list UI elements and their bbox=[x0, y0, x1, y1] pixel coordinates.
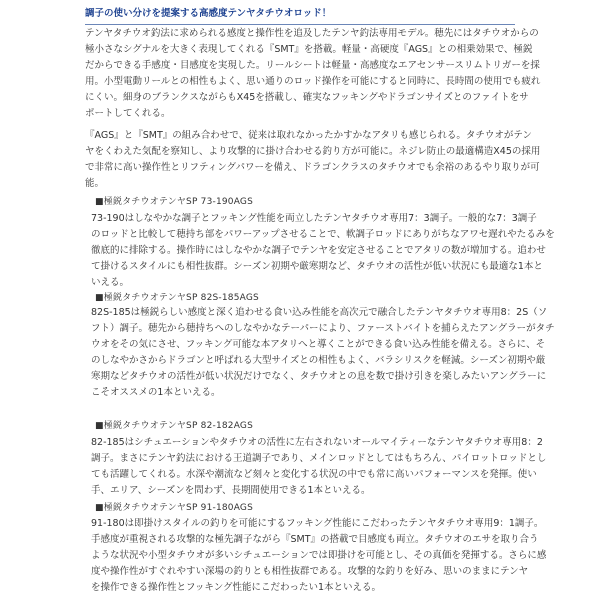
combo-line: 能。 bbox=[85, 178, 105, 189]
model-title: ■極鋭タチウオテンヤSP 73-190AGS bbox=[95, 197, 254, 207]
model-desc-line: ても活躍してくれる。水深や潮流など刻々と変化する状況の中でも常に高いパフォーマンスを発揮。使い bbox=[91, 469, 537, 480]
combo-line: ヤをくわえた気配を察知し、より攻撃的に掛け合わせる釣り方が可能に。ネジレ防止の最適構造X45の採用 bbox=[85, 146, 541, 157]
model-title: ■極鋭タチウオテンヤSP 82-182AGS bbox=[95, 421, 254, 431]
combo-line: 『AGS』と『SMT』の組み合わせで、従来は取れなかったかすかなアタリも感じられる。タチウオがテン bbox=[85, 130, 532, 141]
model-desc-line: 調子。まさにテンヤ釣法における王道調子であり、メインロッドとしてはもちろん、パイロットロッドとし bbox=[91, 453, 547, 464]
model-desc-line: のロッドと比較して穂持ち部をパワーアップさせることで、軟調子ロッドにありがちなアワセ遅れやたるみを bbox=[91, 229, 555, 240]
model-desc-line: のしなやかさからドラゴンと呼ばれる大型サイズとの相性もよく、バラシリスクを軽減。シーズン初期や厳 bbox=[91, 355, 546, 366]
intro-line: ポートしてくれる。 bbox=[85, 108, 171, 119]
model-desc-line: 度や操作性がすぐれやすい深場の釣りとも相性抜群である。攻撃的な釣りを好み、思いのままにテンヤ bbox=[91, 566, 529, 577]
model-title: ■極鋭タチウオテンヤSP 91-180AGS bbox=[95, 503, 254, 513]
intro-line: 用。小型電動リールとの相性もよく、思い通りのロッド操作を可能にすると同時に、長時間の使用でも疲れ bbox=[85, 76, 541, 87]
model-desc-line: 手、エリア、シーズンを問わず、長期間使用できる1本といえる。 bbox=[91, 485, 371, 496]
model-desc-line: 徹底的に排除する。操作時にはしなやかな調子でテンヤを安定させることでアタリの数が増加する。追わせ bbox=[91, 245, 546, 256]
model-desc-line: を操作できる操作性とフッキング性能にこだわったい1本といえる。 bbox=[91, 582, 382, 593]
model-desc-line: いえる。 bbox=[91, 277, 130, 288]
model-desc-line: 手感度が重視される攻撃的な極先調子ながら『SMT』の搭載で目感度も両立。タチウオのエサを取り合う bbox=[91, 534, 539, 545]
model-desc-line: 82S-185は極鋭らしい感度と深く追わせる食い込み性能を高次元で融合したテンヤタチウオ専用8：2S（ソ bbox=[91, 307, 548, 318]
model-desc-line: 82-185はシチュエーションやタチウオの活性に左右されないオールマイティーなテンヤタチウオ専用8：2 bbox=[91, 437, 543, 448]
model-desc-line: 73-190はしなやかな調子とフッキング性能を両立したテンヤタチウオ専用7：3調子。一般的な7：3調子 bbox=[91, 213, 537, 224]
model-desc-line: ような状況や小型タチウオが多いシチュエーションでは即掛けを可能とし、その真価を発揮する。さらに感 bbox=[91, 550, 547, 561]
combo-line: で非常に高い操作性とリフティングパワーを備え、ドラゴンクラスのタチウオでも余裕のあるやり取りが可 bbox=[85, 162, 540, 173]
model-desc-line: て掛けるスタイルにも相性抜群。シーズン初期や厳寒期など、タチウオの活性が低い状況にも最適な1本と bbox=[91, 261, 543, 272]
model-title: ■極鋭タチウオテンヤSP 82S-185AGS bbox=[95, 293, 259, 303]
intro-line: 極小さなシグナルを大きく表現してくれる『SMT』を搭載。軽量・高硬度『AGS』との相乗効果で、極鋭 bbox=[85, 44, 533, 55]
intro-line: テンヤタチウオ釣法に求められる感度と操作性を追及したテンヤ釣法専用モデル。穂先にはタチウオからの bbox=[85, 28, 539, 39]
model-desc-line: ウオをその気にさせ、フッキング可能な本アタリへと導くことができる食い込み性能を備える。さらに、そ bbox=[91, 339, 546, 350]
model-desc-line: こそオススメの1本といえる。 bbox=[91, 387, 221, 398]
model-desc-line: 寒期などタチウオの活性が低い状況だけでなく、タチウオとの息を数で掛け引きを楽しみたいアングラーに bbox=[91, 371, 547, 382]
section-heading: 調子の使い分けを提案する高感度テンヤタチウオロッド！ bbox=[85, 7, 515, 25]
intro-line: だからできる手感度・目感度を実現した。リールシートは軽量・高感度なエアセンサースリムトリガーを採 bbox=[85, 60, 540, 71]
intro-line: にくい。細身のブランクスながらもX45を搭載し、確実なフッキングやドラゴンサイズとのファイトをサ bbox=[85, 92, 529, 103]
model-desc-line: フト）調子。穂先から穂持ちへのしなやかなテーパーにより、ファーストバイトを捕らえたアングラーがタチ bbox=[91, 323, 555, 334]
model-desc-line: 91-180は即掛けスタイルの釣りを可能にするフッキング性能にこだわったテンヤタチウオ専用9：1調子。 bbox=[91, 518, 544, 529]
